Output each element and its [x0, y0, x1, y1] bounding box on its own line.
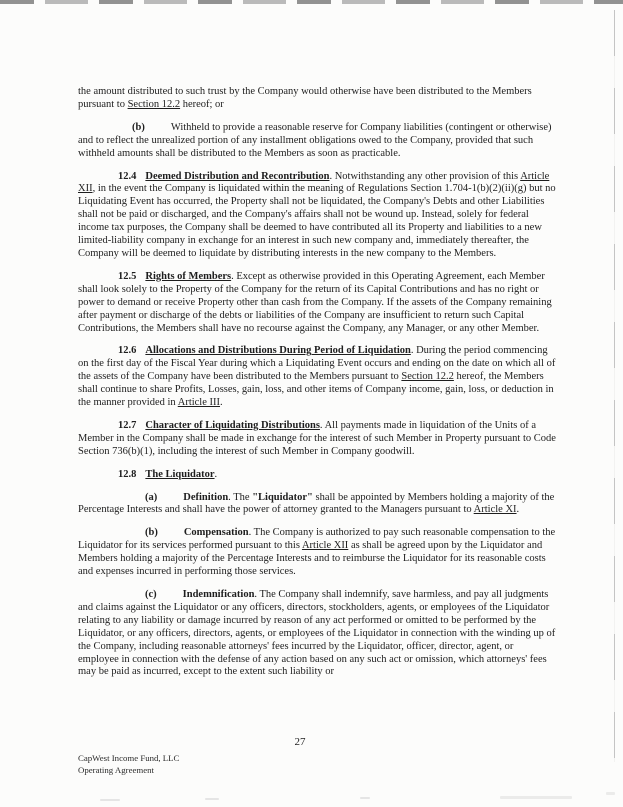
text-run: (a) [145, 491, 158, 503]
text-run: Section 12.2 [127, 98, 181, 110]
scan-artifact-smudge [360, 797, 370, 799]
text-run: as shall be agreed upon by the Liquidator and Members holding a majority of the Percentage Interests and to reimburse the Liquidator for its reasonable costs and expenses incurred in performing those services. [78, 540, 546, 578]
text-run: . Notwithstanding any other provision of this [329, 170, 521, 182]
paragraph [78, 492, 556, 518]
text-run: hereof; or [180, 98, 224, 110]
text-run: Article XI [473, 504, 517, 516]
text-run: . [214, 468, 218, 480]
footer-doc-title: Operating Agreement [78, 765, 154, 775]
text-run: the amount distributed to such trust by the Company would otherwise have been distributed to the Members pursuant to [78, 86, 532, 110]
text-run: . All payments made in liquidation of the Units of a Member in the Company shall be made in exchange for the interest of such Member in Property pursuant to Code Section 736(b)(1), including the interest of such Member in Company goodwill. [78, 419, 556, 457]
scan-artifact-smudge [100, 799, 120, 801]
text-run: Indemnification [182, 589, 255, 600]
paragraph [78, 171, 556, 261]
text-run: Character of Liquidating Distributions [145, 419, 320, 431]
text-run: Compensation [183, 527, 249, 539]
text-run: Deemed Distribution and Recontribution [145, 170, 330, 182]
text-run: Rights of Members [145, 270, 232, 282]
text-run: shall be appointed by Members holding a majority of the Percentage Interests and shall have the power of attorney granted to the Managers pursuant to [78, 491, 555, 516]
text-run: . [220, 397, 223, 409]
text-run: Section 12.2 [401, 371, 454, 383]
text-run: 12.4 [118, 170, 137, 182]
text-run: 12.8 [118, 468, 137, 480]
text-run: The Liquidator [145, 468, 215, 480]
page-footer [78, 752, 179, 776]
text-run: (b) [145, 527, 158, 539]
text-run: . Except as otherwise provided in this Operating Agreement, each Member shall look solely to the Property of the Company for the return of its Capital Contributions and has no right or power to demand or receive Property other than cash from the Company. If the assets of the Company remaining after payment or discharge of the debts or liabilities of the Company are insufficient to return such Capital Contributions, the Members shall have no recourse against the Company, any Manager, or any other Member. [78, 270, 552, 334]
text-run: Article XII [301, 540, 349, 552]
text-run: . The Company shall indemnify, save harmless, and pay all judgments and claims against the Liquidator or any officers, directors, stockholders, agents, or employees of the Liquidator relating to any liability or damage incurred by reason of any act performed or omitted to be performed by the Liquidator, or any officers, directors, agents, or employees of the Liquidator in connection with the winding up of the Company, including reasonable attorneys' fees incurred by the Liquidator, officer, director, agent, or employee in connection with the defense of any action based on any such act or omission, which attorneys' fees may be paid as incurred, except to the extent such liability or [78, 589, 556, 678]
text-run: "Liquidator" [252, 491, 313, 503]
text-run: . The Company is authorized to pay such reasonable compensation to the Liquidator for its services performed pursuant to this [78, 527, 556, 552]
text-run: , in the event the Company is liquidated within the meaning of Regulations Section 1.704-1(b)(2)(ii)(g) but no Liquidating Event has occurred, the Property shall not be liquidated, the Company's Debts and other Liabilities shall not be paid or discharged, and the Company's affairs shall not be wound up. Instead, solely for federal income tax purposes, the Company shall be deemed to have contributed all its Property and liabilities to a new limited-liability company in exchange for an interest in such new company and, immediately thereafter, the Company will be deemed to liquidate by distributing interests in the new company to the Members. [78, 183, 556, 259]
page-body [78, 86, 556, 689]
scan-artifact-right-line [614, 10, 615, 762]
text-run: Allocations and Distributions During Period of Liquidation [145, 345, 411, 357]
scan-artifact-smudge [500, 796, 572, 799]
text-run: . [516, 504, 520, 516]
paragraph [78, 469, 556, 482]
text-run: . The [228, 491, 253, 503]
text-run: 12.7 [118, 419, 137, 431]
text-run: 12.6 [118, 345, 137, 357]
scan-artifact-smudge [606, 792, 615, 795]
text-run: Definition [183, 491, 229, 503]
text-run: 12.5 [118, 270, 137, 282]
text-run: . During the period commencing on the first day of the Fiscal Year during which a Liquidating Event occurs and ending on the date on which all of the assets of the Company have been distributed to the Members pursuant to [78, 345, 556, 383]
scan-artifact-smudge [205, 798, 219, 800]
paragraph [78, 345, 556, 410]
paragraph [78, 86, 556, 112]
text-run: Withheld to provide a reasonable reserve for Company liabilities (contingent or otherwise) and to reflect the unrealized portion of any installment obligations owed to the Company, provided that such withheld amounts shall be distributed to the Members as soon as practicable. [78, 121, 552, 159]
paragraph [78, 589, 556, 679]
paragraph [78, 527, 556, 579]
footer-company: CapWest Income Fund, LLC [78, 753, 180, 763]
text-run: (b) [132, 121, 145, 133]
page-number: 27 [294, 736, 306, 748]
paragraph [78, 122, 556, 161]
text-run: Article III [177, 397, 221, 409]
scan-artifact-top-edge [0, 0, 623, 4]
text-run: Article XII [78, 170, 550, 195]
paragraph [78, 271, 556, 336]
paragraph [78, 420, 556, 459]
text-run: (c) [145, 589, 157, 600]
text-run: hereof, the Members shall continue to share Profits, Losses, gain, loss, and other items of Company income, gain, loss, or deduction in the manner provided in [78, 371, 554, 409]
